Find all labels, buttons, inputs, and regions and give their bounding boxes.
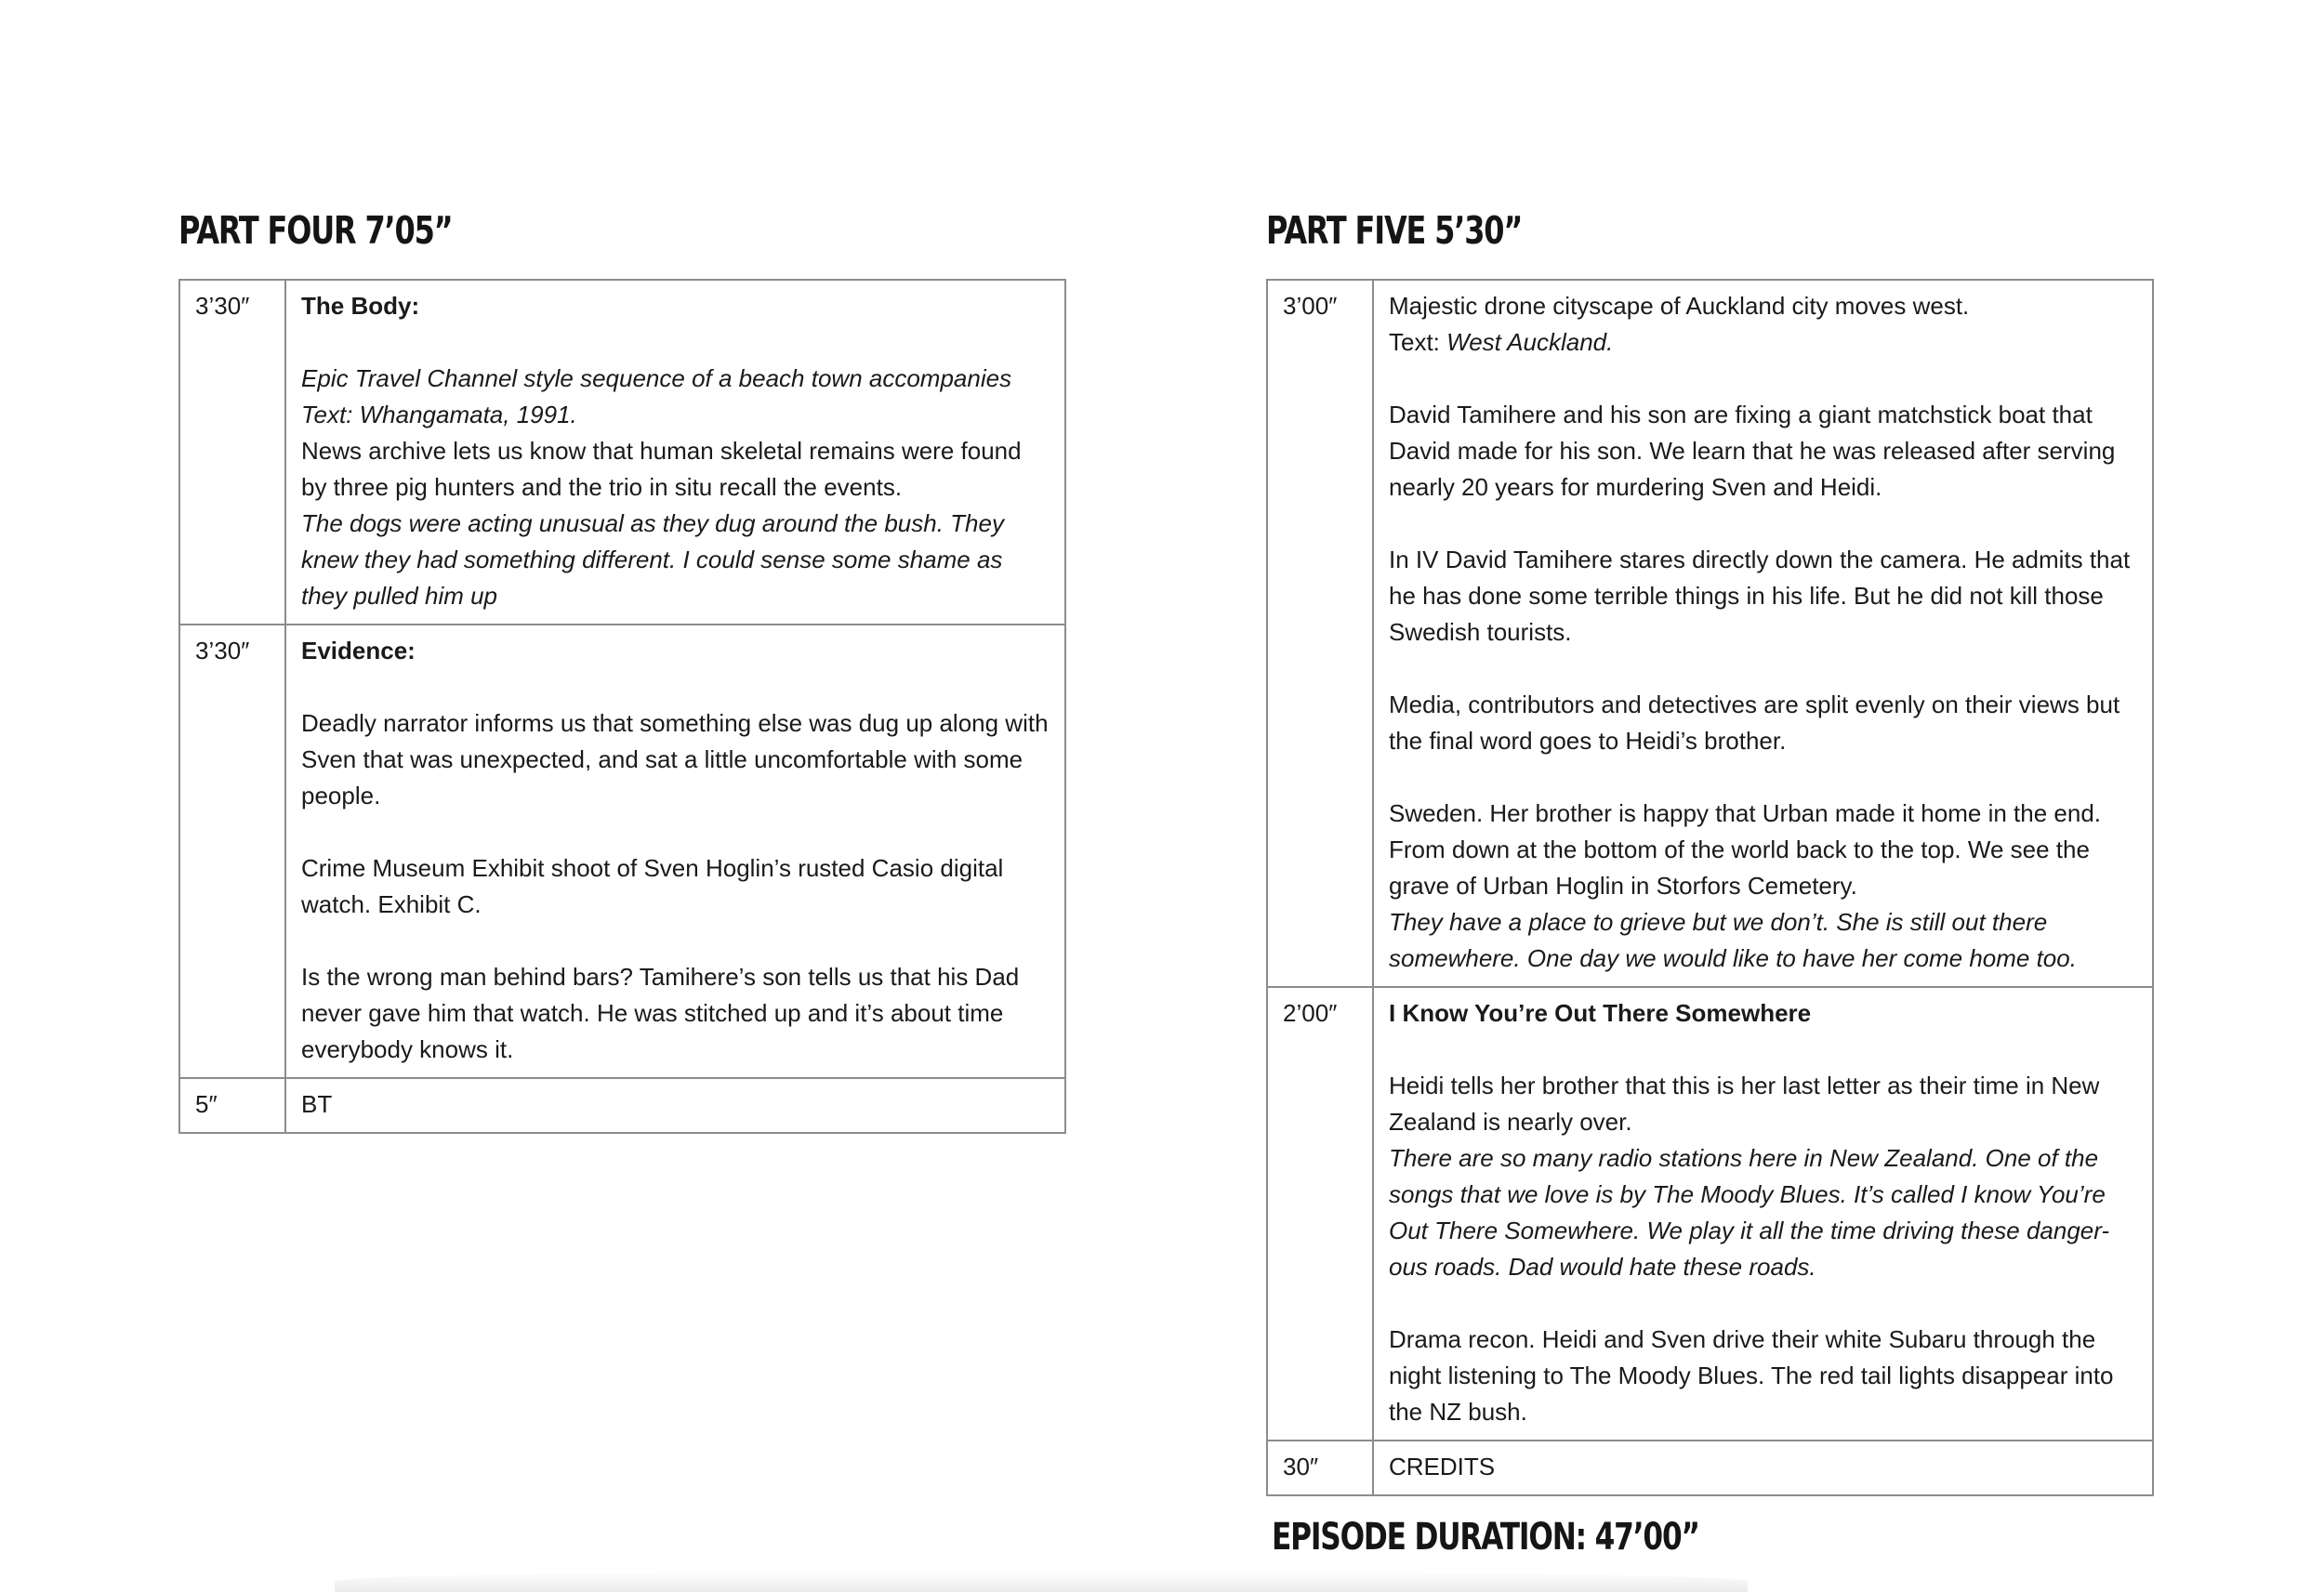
segment-description [285, 1078, 1065, 1133]
segment-quote: They have a place to grieve but we don’t. She is still out there somewhere. One day we would like to have her come home too. [1389, 908, 2077, 972]
spacer [1389, 1032, 2137, 1068]
segment-description [1373, 280, 2153, 987]
segment-text: Majestic drone cityscape of Auckland city moves west. [1389, 292, 1970, 320]
segment-duration: 3’00″ [1267, 280, 1373, 987]
segment-heading: Evidence: [301, 637, 416, 664]
spacer [1389, 1285, 2137, 1322]
segment-location-line [1389, 324, 2137, 361]
page-bottom-shadow [335, 1571, 1748, 1592]
table-row [1267, 280, 2153, 987]
spacer [301, 324, 1050, 361]
segment-text: Drama recon. Heidi and Sven drive their white Subaru through the night listening to The Moody Blues. The red tail lights disappear into the NZ bush. [1389, 1325, 2114, 1426]
segment-heading: I Know You’re Out There Somewhere [1389, 999, 1812, 1027]
table-row [1267, 1441, 2153, 1495]
table-row [179, 1078, 1065, 1133]
segment-text: In IV David Tamihere stares directly down the camera. He admits that he has done some terrible things in his life. But he did not kill those Swedish tourists. [1389, 546, 2131, 646]
segment-duration: 30″ [1267, 1441, 1373, 1495]
segment-text: Crime Museum Exhibit shoot of Sven Hoglin’s rusted Casio digital watch. Exhibit C. [301, 854, 1004, 918]
segment-description [1373, 1441, 2153, 1495]
segment-text: CREDITS [1389, 1453, 1496, 1480]
spacer [1389, 506, 2137, 542]
segment-description [1373, 987, 2153, 1441]
segment-description [285, 280, 1065, 625]
segment-duration: 3’30″ [179, 280, 285, 625]
spacer [301, 814, 1050, 850]
segment-text: David Tamihere and his son are fixing a giant matchstick boat that David made for his son. We learn that he was released after serving nearly 20 years for murdering Sven and Heidi. [1389, 401, 2116, 501]
part-five-table [1266, 279, 2154, 1496]
part-four-table [178, 279, 1066, 1134]
spacer [301, 923, 1050, 959]
segment-text: Deadly narrator informs us that something else was dug up along with Sven that was unexpected, and sat a little uncomfortable with some people. [301, 709, 1049, 809]
episode-duration: EPISODE DURATION: 47’00” [1272, 1516, 1699, 1559]
segment-text: News archive lets us know that human skeletal remains were found by three pig hunters and the trio in situ recall the events. [301, 437, 1022, 501]
table-row [179, 625, 1065, 1078]
segment-text: BT [301, 1090, 333, 1118]
segment-text: Sweden. Her brother is happy that Urban made it home in the end. From down at the bottom of the world back to the top. We see the grave of Urban Hoglin in Storfors Cemetery. [1389, 799, 2101, 900]
table-row [179, 280, 1065, 625]
segment-text: Heidi tells her brother that this is her last letter as their time in New Zealand is nearly over. [1389, 1072, 2100, 1136]
segment-text: Media, contributors and detectives are split evenly on their views but the final word goes to Heidi’s brother. [1389, 691, 2120, 755]
segment-italic-text: Epic Travel Channel style sequence of a beach town accompanies Text: Whangamata, 1991. [301, 364, 1012, 428]
spacer [1389, 361, 2137, 397]
spacer [1389, 651, 2137, 687]
location-label: Text: [1389, 328, 1447, 356]
part-four-title: PART FOUR 7’05” [178, 208, 453, 253]
segment-duration: 2’00″ [1267, 987, 1373, 1441]
segment-text: Is the wrong man behind bars? Tamihere’s son tells us that his Dad never gave him that watch. He was stitched up and it’s about time everybody knows it. [301, 963, 1020, 1063]
spacer [1389, 759, 2137, 796]
segment-heading: The Body: [301, 292, 420, 320]
segment-duration: 5″ [179, 1078, 285, 1133]
segment-quote: The dogs were acting unusual as they dug around the bush. They knew they had something different. I could sense some shame as they pulled him up [301, 509, 1004, 610]
table-row [1267, 987, 2153, 1441]
part-five-title: PART FIVE 5’30” [1266, 208, 1523, 253]
spacer [301, 669, 1050, 705]
segment-quote: There are so many radio stations here in New Zealand. One of the songs that we love is by The Moody Blues. It’s called I know You’re Out There Somewhere. We play it all the time driving these danger-ous roads. Dad would hate these roads. [1389, 1144, 2110, 1281]
part-five-section [1266, 206, 2154, 1496]
location-name: West Auckland. [1446, 328, 1614, 356]
segment-duration: 3’30″ [179, 625, 285, 1078]
part-four-section [178, 206, 1066, 1134]
segment-description [285, 625, 1065, 1078]
